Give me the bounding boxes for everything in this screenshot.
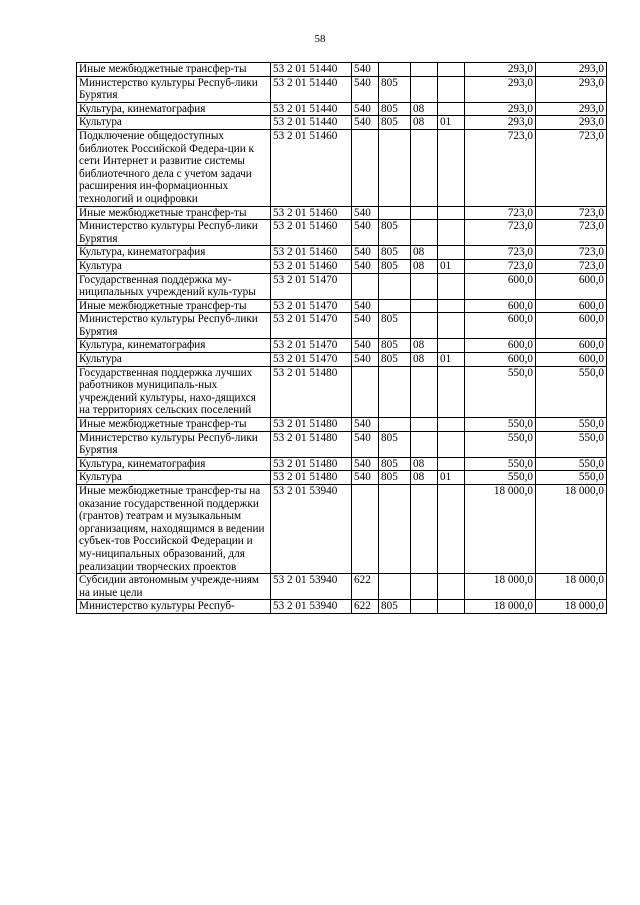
section-code bbox=[411, 299, 438, 313]
row-name: Культура bbox=[77, 259, 271, 273]
amount-year-1: 723,0 bbox=[465, 206, 536, 220]
amount-year-1: 723,0 bbox=[465, 129, 536, 206]
section-code bbox=[411, 63, 438, 77]
amount-year-2: 293,0 bbox=[536, 76, 607, 102]
expense-type-code: 540 bbox=[352, 220, 379, 246]
subsection-code bbox=[438, 574, 465, 600]
table-row bbox=[77, 116, 607, 130]
ministry-code: 805 bbox=[379, 102, 411, 116]
amount-year-2: 550,0 bbox=[536, 457, 607, 471]
amount-year-1: 723,0 bbox=[465, 246, 536, 260]
table-row bbox=[77, 418, 607, 432]
section-code: 08 bbox=[411, 339, 438, 353]
ministry-code bbox=[379, 206, 411, 220]
table-row bbox=[77, 339, 607, 353]
section-code bbox=[411, 431, 438, 457]
subsection-code bbox=[438, 63, 465, 77]
subsection-code bbox=[438, 600, 465, 614]
target-article-code: 53 2 01 51460 bbox=[271, 129, 352, 206]
amount-year-1: 293,0 bbox=[465, 116, 536, 130]
amount-year-2: 18 000,0 bbox=[536, 574, 607, 600]
row-name: Культура, кинематография bbox=[77, 246, 271, 260]
subsection-code bbox=[438, 76, 465, 102]
amount-year-2: 600,0 bbox=[536, 299, 607, 313]
ministry-code bbox=[379, 63, 411, 77]
expense-type-code: 540 bbox=[352, 431, 379, 457]
amount-year-1: 293,0 bbox=[465, 76, 536, 102]
row-name: Государственная поддержка лучших работников муниципаль-ных учреждений культуры, нахо-дящихся на территориях сельских поселений bbox=[77, 366, 271, 417]
ministry-code: 805 bbox=[379, 259, 411, 273]
subsection-code bbox=[438, 299, 465, 313]
ministry-code: 805 bbox=[379, 600, 411, 614]
expense-type-code: 540 bbox=[352, 299, 379, 313]
amount-year-2: 550,0 bbox=[536, 471, 607, 485]
target-article-code: 53 2 01 51470 bbox=[271, 313, 352, 339]
section-code bbox=[411, 129, 438, 206]
expense-type-code: 540 bbox=[352, 102, 379, 116]
amount-year-2: 723,0 bbox=[536, 129, 607, 206]
expense-type-code bbox=[352, 273, 379, 299]
table-row bbox=[77, 299, 607, 313]
ministry-code bbox=[379, 366, 411, 417]
ministry-code bbox=[379, 299, 411, 313]
subsection-code: 01 bbox=[438, 353, 465, 367]
amount-year-1: 600,0 bbox=[465, 353, 536, 367]
expense-type-code: 540 bbox=[352, 457, 379, 471]
amount-year-1: 600,0 bbox=[465, 313, 536, 339]
target-article-code: 53 2 01 51460 bbox=[271, 206, 352, 220]
table-row bbox=[77, 76, 607, 102]
section-code: 08 bbox=[411, 102, 438, 116]
amount-year-1: 18 000,0 bbox=[465, 574, 536, 600]
row-name: Министерство культуры Респуб- bbox=[77, 600, 271, 614]
subsection-code bbox=[438, 418, 465, 432]
section-code: 08 bbox=[411, 353, 438, 367]
expense-type-code: 540 bbox=[352, 76, 379, 102]
row-name: Культура, кинематография bbox=[77, 457, 271, 471]
row-name: Культура, кинематография bbox=[77, 102, 271, 116]
amount-year-2: 18 000,0 bbox=[536, 485, 607, 574]
subsection-code: 01 bbox=[438, 116, 465, 130]
amount-year-2: 600,0 bbox=[536, 273, 607, 299]
table-row bbox=[77, 259, 607, 273]
expense-type-code bbox=[352, 129, 379, 206]
ministry-code: 805 bbox=[379, 457, 411, 471]
expense-type-code: 540 bbox=[352, 206, 379, 220]
table-row bbox=[77, 246, 607, 260]
section-code bbox=[411, 485, 438, 574]
row-name: Культура, кинематография bbox=[77, 339, 271, 353]
target-article-code: 53 2 01 51470 bbox=[271, 299, 352, 313]
subsection-code: 01 bbox=[438, 471, 465, 485]
table-row bbox=[77, 574, 607, 600]
row-name: Министерство культуры Респуб-лики Бурятия bbox=[77, 220, 271, 246]
expense-type-code bbox=[352, 366, 379, 417]
section-code bbox=[411, 574, 438, 600]
section-code bbox=[411, 313, 438, 339]
row-name: Государственная поддержка му-ниципальных учреждений куль-туры bbox=[77, 273, 271, 299]
subsection-code bbox=[438, 339, 465, 353]
target-article-code: 53 2 01 51480 bbox=[271, 457, 352, 471]
ministry-code: 805 bbox=[379, 431, 411, 457]
table-row bbox=[77, 129, 607, 206]
amount-year-2: 723,0 bbox=[536, 246, 607, 260]
amount-year-1: 600,0 bbox=[465, 273, 536, 299]
expense-type-code: 540 bbox=[352, 353, 379, 367]
table-row bbox=[77, 273, 607, 299]
table-row bbox=[77, 471, 607, 485]
expense-type-code: 540 bbox=[352, 246, 379, 260]
amount-year-1: 18 000,0 bbox=[465, 600, 536, 614]
table-row bbox=[77, 431, 607, 457]
section-code: 08 bbox=[411, 259, 438, 273]
row-name: Министерство культуры Респуб-лики Бурятия bbox=[77, 313, 271, 339]
expense-type-code: 540 bbox=[352, 339, 379, 353]
target-article-code: 53 2 01 51440 bbox=[271, 76, 352, 102]
section-code bbox=[411, 418, 438, 432]
budget-table-body bbox=[77, 63, 607, 614]
budget-table bbox=[76, 62, 607, 614]
target-article-code: 53 2 01 51460 bbox=[271, 220, 352, 246]
target-article-code: 53 2 01 51460 bbox=[271, 259, 352, 273]
amount-year-2: 550,0 bbox=[536, 418, 607, 432]
amount-year-2: 550,0 bbox=[536, 366, 607, 417]
amount-year-2: 600,0 bbox=[536, 313, 607, 339]
amount-year-1: 600,0 bbox=[465, 299, 536, 313]
subsection-code bbox=[438, 457, 465, 471]
amount-year-2: 18 000,0 bbox=[536, 600, 607, 614]
subsection-code: 01 bbox=[438, 259, 465, 273]
row-name: Культура bbox=[77, 116, 271, 130]
table-row bbox=[77, 600, 607, 614]
amount-year-1: 550,0 bbox=[465, 471, 536, 485]
row-name: Иные межбюджетные трансфер-ты bbox=[77, 299, 271, 313]
expense-type-code: 540 bbox=[352, 259, 379, 273]
amount-year-2: 293,0 bbox=[536, 63, 607, 77]
subsection-code bbox=[438, 431, 465, 457]
target-article-code: 53 2 01 51440 bbox=[271, 116, 352, 130]
amount-year-1: 600,0 bbox=[465, 339, 536, 353]
target-article-code: 53 2 01 51480 bbox=[271, 471, 352, 485]
expense-type-code bbox=[352, 485, 379, 574]
section-code bbox=[411, 220, 438, 246]
expense-type-code: 540 bbox=[352, 418, 379, 432]
table-row bbox=[77, 353, 607, 367]
ministry-code: 805 bbox=[379, 339, 411, 353]
table-row bbox=[77, 102, 607, 116]
amount-year-1: 550,0 bbox=[465, 366, 536, 417]
ministry-code bbox=[379, 129, 411, 206]
subsection-code bbox=[438, 313, 465, 339]
section-code bbox=[411, 600, 438, 614]
section-code: 08 bbox=[411, 246, 438, 260]
amount-year-2: 600,0 bbox=[536, 339, 607, 353]
ministry-code: 805 bbox=[379, 76, 411, 102]
row-name: Иные межбюджетные трансфер-ты на оказание государственной поддержки (грантов) театрам и музыкальным организациям, находящимся в ведении субъек-тов Российской Федерации и му-ниципальных образований, для реализации творческих проектов bbox=[77, 485, 271, 574]
section-code bbox=[411, 366, 438, 417]
expense-type-code: 540 bbox=[352, 471, 379, 485]
amount-year-2: 723,0 bbox=[536, 220, 607, 246]
section-code bbox=[411, 273, 438, 299]
target-article-code: 53 2 01 51440 bbox=[271, 63, 352, 77]
amount-year-1: 723,0 bbox=[465, 259, 536, 273]
row-name: Подключение общедоступных библиотек Российской Федера-ции к сети Интернет и развитие системы библиотечного дела с учетом задачи расширения ин-формационных технологий и оцифровки bbox=[77, 129, 271, 206]
row-name: Культура bbox=[77, 471, 271, 485]
target-article-code: 53 2 01 51480 bbox=[271, 431, 352, 457]
expense-type-code: 540 bbox=[352, 63, 379, 77]
table-row bbox=[77, 366, 607, 417]
target-article-code: 53 2 01 51470 bbox=[271, 339, 352, 353]
ministry-code: 805 bbox=[379, 471, 411, 485]
section-code bbox=[411, 76, 438, 102]
amount-year-1: 293,0 bbox=[465, 63, 536, 77]
ministry-code: 805 bbox=[379, 220, 411, 246]
amount-year-2: 293,0 bbox=[536, 116, 607, 130]
target-article-code: 53 2 01 51480 bbox=[271, 366, 352, 417]
subsection-code bbox=[438, 485, 465, 574]
target-article-code: 53 2 01 51470 bbox=[271, 273, 352, 299]
amount-year-2: 293,0 bbox=[536, 102, 607, 116]
subsection-code bbox=[438, 246, 465, 260]
amount-year-2: 723,0 bbox=[536, 259, 607, 273]
table-row bbox=[77, 220, 607, 246]
row-name: Министерство культуры Респуб-лики Бурятия bbox=[77, 431, 271, 457]
amount-year-1: 550,0 bbox=[465, 457, 536, 471]
row-name: Субсидии автономным учрежде-ниям на иные цели bbox=[77, 574, 271, 600]
subsection-code bbox=[438, 366, 465, 417]
row-name: Министерство культуры Респуб-лики Бурятия bbox=[77, 76, 271, 102]
row-name: Иные межбюджетные трансфер-ты bbox=[77, 63, 271, 77]
subsection-code bbox=[438, 102, 465, 116]
expense-type-code: 622 bbox=[352, 574, 379, 600]
expense-type-code: 540 bbox=[352, 116, 379, 130]
subsection-code bbox=[438, 273, 465, 299]
row-name: Иные межбюджетные трансфер-ты bbox=[77, 206, 271, 220]
ministry-code bbox=[379, 485, 411, 574]
ministry-code: 805 bbox=[379, 116, 411, 130]
table-row bbox=[77, 313, 607, 339]
ministry-code bbox=[379, 574, 411, 600]
page-number: 58 bbox=[314, 33, 326, 45]
row-name: Иные межбюджетные трансфер-ты bbox=[77, 418, 271, 432]
ministry-code bbox=[379, 418, 411, 432]
ministry-code: 805 bbox=[379, 353, 411, 367]
row-name: Культура bbox=[77, 353, 271, 367]
amount-year-2: 600,0 bbox=[536, 353, 607, 367]
section-code: 08 bbox=[411, 116, 438, 130]
table-row bbox=[77, 63, 607, 77]
ministry-code bbox=[379, 273, 411, 299]
subsection-code bbox=[438, 129, 465, 206]
amount-year-1: 723,0 bbox=[465, 220, 536, 246]
ministry-code: 805 bbox=[379, 313, 411, 339]
table-row bbox=[77, 206, 607, 220]
target-article-code: 53 2 01 53940 bbox=[271, 574, 352, 600]
target-article-code: 53 2 01 51460 bbox=[271, 246, 352, 260]
section-code bbox=[411, 206, 438, 220]
expense-type-code: 622 bbox=[352, 600, 379, 614]
amount-year-2: 550,0 bbox=[536, 431, 607, 457]
target-article-code: 53 2 01 51470 bbox=[271, 353, 352, 367]
amount-year-1: 293,0 bbox=[465, 102, 536, 116]
section-code: 08 bbox=[411, 471, 438, 485]
amount-year-1: 18 000,0 bbox=[465, 485, 536, 574]
table-row bbox=[77, 457, 607, 471]
target-article-code: 53 2 01 53940 bbox=[271, 485, 352, 574]
amount-year-1: 550,0 bbox=[465, 418, 536, 432]
expense-type-code: 540 bbox=[352, 313, 379, 339]
section-code: 08 bbox=[411, 457, 438, 471]
subsection-code bbox=[438, 220, 465, 246]
amount-year-1: 550,0 bbox=[465, 431, 536, 457]
table-row bbox=[77, 485, 607, 574]
target-article-code: 53 2 01 53940 bbox=[271, 600, 352, 614]
ministry-code: 805 bbox=[379, 246, 411, 260]
target-article-code: 53 2 01 51480 bbox=[271, 418, 352, 432]
subsection-code bbox=[438, 206, 465, 220]
target-article-code: 53 2 01 51440 bbox=[271, 102, 352, 116]
amount-year-2: 723,0 bbox=[536, 206, 607, 220]
